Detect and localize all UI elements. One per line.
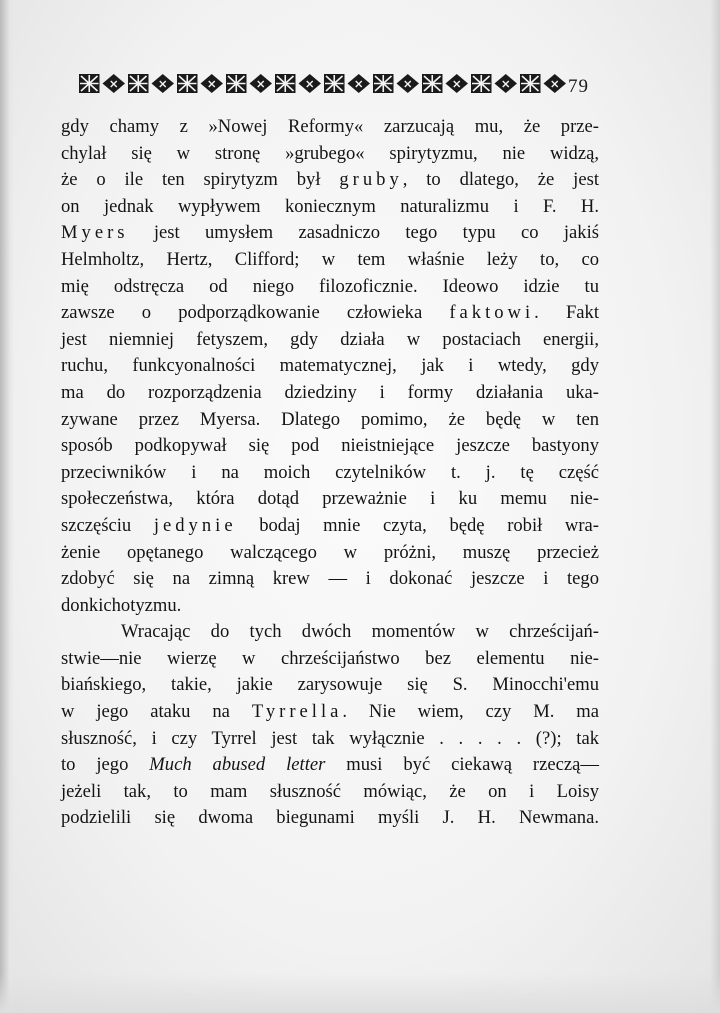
ornament-lattice-tile	[373, 74, 394, 93]
text-run: szczęściu	[61, 514, 154, 536]
text-run: stwie—nie wierzę w chrześcijaństwo bez elementu nie-	[61, 647, 599, 669]
text-line	[61, 752, 599, 779]
text-run: . Fakt	[534, 302, 599, 324]
ornament-diamond-tile	[201, 74, 224, 93]
ornament-diamond-tile	[397, 74, 420, 93]
body-text	[61, 114, 599, 832]
text-run: . Nie wiem, czy M. ma	[342, 701, 599, 723]
page-header	[77, 72, 607, 98]
text-run: mię odstręcza od niego filozoficznie. Ideowo idzie tu	[61, 275, 599, 297]
ornament-lattice-tile	[128, 74, 149, 93]
text-run: zawsze o podporządkowanie człowieka	[61, 302, 450, 324]
spaced-emphasis: faktowi	[449, 302, 535, 324]
border-ornament-band	[77, 72, 567, 96]
spaced-emphasis: Tyrrella	[251, 701, 343, 723]
text-line	[61, 220, 599, 247]
text-run: Wracając do tych dwóch momentów w chrześcijań-	[121, 621, 599, 643]
text-line	[61, 380, 599, 407]
ornament-diamond-tile	[250, 74, 273, 93]
text-line	[61, 141, 599, 168]
text-run: sposób podkopywał się pod nieistniejące jeszcze bastyony	[61, 435, 599, 457]
text-run: ma do rozporządzenia dziedziny i formy działania uka-	[61, 381, 599, 403]
text-run: zywane przez Myersa. Dlatego pomimo, że będę w ten	[61, 408, 599, 430]
text-line	[61, 114, 599, 141]
ornament-lattice-tile	[79, 74, 100, 93]
text-line	[61, 726, 599, 753]
page-edge-shadow-left	[0, 0, 14, 1013]
text-line	[61, 274, 599, 301]
text-line	[61, 593, 599, 620]
text-run: to jego	[61, 754, 150, 776]
ornament-diamond-tile	[299, 74, 322, 93]
ornament-lattice-tile	[324, 74, 345, 93]
text-run: donkichotyzmu.	[61, 594, 182, 616]
spaced-emphasis: gruby	[339, 169, 403, 191]
text-run: bodaj mnie czyta, będę robił wra-	[236, 514, 600, 536]
ornament-lattice-tile	[422, 74, 443, 93]
text-run: jeżeli tak, to mam słuszność mówiąc, że on i Loisy	[61, 780, 599, 802]
ornament-lattice-tile	[177, 74, 198, 93]
text-line	[61, 300, 599, 327]
text-run: społeczeństwa, która dotąd przeważnie i ku memu nie-	[61, 488, 599, 510]
ornament-lattice-tile	[471, 74, 492, 93]
text-line	[61, 247, 599, 274]
page-edge-shadow-bottom	[0, 973, 720, 1013]
page-edge-shadow-right	[710, 0, 720, 1013]
text-run: jest umysłem zasadniczo tego typu co jakiś	[128, 222, 599, 244]
text-line	[61, 433, 599, 460]
text-run: podzielili się dwoma biegunami myśli J. H. Newmana.	[61, 807, 599, 829]
text-run: w jego ataku na	[61, 701, 252, 723]
ornament-lattice-tile	[275, 74, 296, 93]
text-run: musi być ciekawą rzeczą—	[325, 754, 599, 776]
text-line	[61, 486, 599, 513]
text-run: zdobyć się na zimną krew — i dokonać jeszcze i tego	[61, 568, 599, 590]
ornament-diamond-tile	[152, 74, 175, 93]
text-run: żenie opętanego walczącego w próżni, muszę przecież	[61, 541, 599, 563]
text-line	[61, 619, 599, 646]
text-line	[61, 699, 599, 726]
ornament-diamond-tile	[495, 74, 518, 93]
text-run: Helmholtz, Hertz, Clifford; w tem właśnie leży to, co	[61, 248, 599, 270]
ornament-diamond-tile	[103, 74, 126, 93]
text-run: słuszność, i czy Tyrrel jest tak wyłącznie . . . . . (?); tak	[61, 727, 599, 749]
text-run: przeciwników i na moich czytelników t. j. tę część	[61, 461, 599, 483]
text-run: chylał się w stronę »grubego« spirytyzmu, nie widzą,	[61, 142, 599, 164]
text-run: on jednak wypływem koniecznym naturalizmu i F. H.	[61, 195, 599, 217]
text-line	[61, 327, 599, 354]
spaced-emphasis: Myers	[61, 222, 129, 244]
text-line	[61, 407, 599, 434]
text-run: że o ile ten spirytyzm był	[61, 169, 340, 191]
text-run: gdy chamy z »Nowej Reformy« zarzucają mu, że prze-	[61, 116, 599, 137]
text-line	[61, 540, 599, 567]
text-run: ruchu, funkcyonalności matematycznej, jak i wtedy, gdy	[61, 355, 599, 377]
text-run: jest niemniej fetyszem, gdy działa w postaciach energii,	[61, 328, 599, 350]
text-line	[61, 805, 599, 832]
text-line	[61, 167, 599, 194]
ornament-lattice-tile	[226, 74, 247, 93]
text-line	[61, 646, 599, 673]
text-run: biańskiego, takie, jakie zarysowuje się S. Minocchi'emu	[61, 674, 599, 696]
ornament-diamond-tile	[544, 74, 567, 93]
text-run: , to dlatego, że jest	[402, 169, 599, 191]
text-line	[61, 460, 599, 487]
page-number: 79	[568, 76, 589, 97]
spaced-emphasis: jedynie	[153, 514, 237, 536]
italic-title: Much abused letter	[149, 754, 326, 776]
text-line	[61, 566, 599, 593]
text-line	[61, 779, 599, 806]
text-line	[61, 513, 599, 540]
text-line	[61, 194, 599, 221]
text-line	[61, 353, 599, 380]
text-line	[61, 672, 599, 699]
ornament-diamond-tile	[348, 74, 371, 93]
ornament-lattice-tile	[520, 74, 541, 93]
ornament-diamond-tile	[446, 74, 469, 93]
